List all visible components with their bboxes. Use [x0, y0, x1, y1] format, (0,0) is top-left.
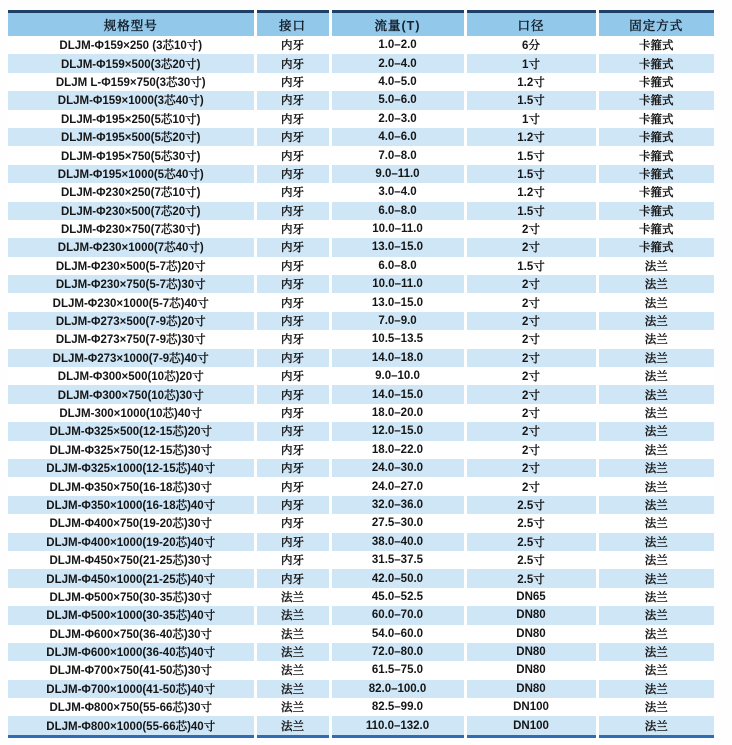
cell-flow: 18.0–22.0 — [330, 441, 465, 459]
table-row — [8, 606, 714, 624]
cell-mounting: 卡箍式 — [597, 54, 714, 72]
cell-caliber: 2寸 — [465, 441, 597, 459]
cell-caliber: 1.5寸 — [465, 146, 597, 164]
cell-mounting: 卡箍式 — [597, 146, 714, 164]
table-row — [8, 680, 714, 698]
cell-caliber: DN65 — [465, 588, 597, 606]
cell-model: DLJM-Φ273×1000(7-9芯)40寸 — [8, 349, 255, 367]
cell-caliber: 2.5寸 — [465, 569, 597, 587]
table-row — [8, 477, 714, 495]
table-row — [8, 257, 714, 275]
cell-mounting: 卡箍式 — [597, 183, 714, 201]
cell-model: DLJM-Φ230×250(7芯10寸) — [8, 183, 255, 201]
cell-mounting: 法兰 — [597, 514, 714, 532]
cell-model: DLJM-Φ230×1000(7芯40寸) — [8, 238, 255, 256]
cell-caliber: 2.5寸 — [465, 496, 597, 514]
cell-caliber: 2寸 — [465, 220, 597, 238]
cell-caliber: 2寸 — [465, 330, 597, 348]
table-row — [8, 569, 714, 587]
cell-interface: 法兰 — [255, 716, 330, 736]
cell-interface: 内牙 — [255, 349, 330, 367]
cell-model: DLJM-Φ500×750(30-35芯)30寸 — [8, 588, 255, 606]
table-row — [8, 91, 714, 109]
cell-caliber: 1.2寸 — [465, 128, 597, 146]
cell-caliber: DN80 — [465, 680, 597, 698]
cell-caliber: 2寸 — [465, 477, 597, 495]
table-row — [8, 625, 714, 643]
cell-interface: 法兰 — [255, 643, 330, 661]
cell-flow: 6.0–8.0 — [330, 257, 465, 275]
table-row — [8, 165, 714, 183]
cell-flow: 4.0–6.0 — [330, 128, 465, 146]
cell-flow: 7.0–8.0 — [330, 146, 465, 164]
cell-interface: 内牙 — [255, 183, 330, 201]
cell-interface: 内牙 — [255, 385, 330, 403]
cell-interface: 内牙 — [255, 477, 330, 495]
cell-mounting: 卡箍式 — [597, 128, 714, 146]
cell-interface: 法兰 — [255, 588, 330, 606]
table-row — [8, 551, 714, 569]
cell-interface: 内牙 — [255, 514, 330, 532]
cell-model: DLJM-Φ230×500(7芯20寸) — [8, 202, 255, 220]
cell-flow: 14.0–15.0 — [330, 385, 465, 403]
cell-caliber: 1寸 — [465, 54, 597, 72]
cell-mounting: 法兰 — [597, 533, 714, 551]
cell-interface: 内牙 — [255, 496, 330, 514]
cell-caliber: 2寸 — [465, 238, 597, 256]
table-row — [8, 54, 714, 72]
cell-caliber: 2寸 — [465, 312, 597, 330]
cell-caliber: 1.5寸 — [465, 91, 597, 109]
cell-model: DLJM-Φ300×750(10芯)30寸 — [8, 385, 255, 403]
cell-model: DLJM-Φ700×1000(41-50芯)40寸 — [8, 680, 255, 698]
cell-mounting: 法兰 — [597, 496, 714, 514]
cell-caliber: 2.5寸 — [465, 533, 597, 551]
cell-interface: 内牙 — [255, 36, 330, 54]
cell-caliber: 1.5寸 — [465, 202, 597, 220]
cell-caliber: 2寸 — [465, 293, 597, 311]
cell-flow: 13.0–15.0 — [330, 293, 465, 311]
cell-model: DLJM-Φ195×1000(5芯40寸) — [8, 165, 255, 183]
cell-caliber: 2.5寸 — [465, 551, 597, 569]
cell-model: DLJM-Φ800×750(55-66芯)30寸 — [8, 698, 255, 716]
cell-caliber: DN80 — [465, 643, 597, 661]
cell-flow: 110.0–132.0 — [330, 716, 465, 736]
cell-flow: 14.0–18.0 — [330, 349, 465, 367]
cell-flow: 27.5–30.0 — [330, 514, 465, 532]
cell-mounting: 卡箍式 — [597, 165, 714, 183]
cell-caliber: 2寸 — [465, 349, 597, 367]
cell-flow: 10.0–11.0 — [330, 220, 465, 238]
cell-interface: 法兰 — [255, 680, 330, 698]
cell-flow: 10.5–13.5 — [330, 330, 465, 348]
cell-interface: 内牙 — [255, 312, 330, 330]
cell-model: DLJM-Φ159×500(3芯20寸) — [8, 54, 255, 72]
cell-model: DLJM-Φ400×1000(19-20芯)40寸 — [8, 533, 255, 551]
cell-interface: 内牙 — [255, 404, 330, 422]
cell-model: DLJM-Φ325×750(12-15芯)30寸 — [8, 441, 255, 459]
cell-model: DLJM-Φ195×250(5芯10寸) — [8, 110, 255, 128]
cell-flow: 60.0–70.0 — [330, 606, 465, 624]
cell-mounting: 法兰 — [597, 275, 714, 293]
table-row — [8, 716, 714, 736]
cell-mounting: 卡箍式 — [597, 110, 714, 128]
cell-flow: 18.0–20.0 — [330, 404, 465, 422]
cell-caliber: 2寸 — [465, 404, 597, 422]
cell-model: DLJM-Φ600×750(36-40芯)30寸 — [8, 625, 255, 643]
table-row — [8, 293, 714, 311]
header-cell-caliber: 口径 — [465, 12, 597, 37]
cell-mounting: 卡箍式 — [597, 202, 714, 220]
cell-caliber: 2寸 — [465, 422, 597, 440]
cell-model: DLJM-Φ450×750(21-25芯)30寸 — [8, 551, 255, 569]
cell-interface: 内牙 — [255, 441, 330, 459]
cell-flow: 42.0–50.0 — [330, 569, 465, 587]
cell-mounting: 卡箍式 — [597, 220, 714, 238]
cell-mounting: 法兰 — [597, 477, 714, 495]
table-row — [8, 36, 714, 54]
cell-model: DLJM-Φ325×1000(12-15芯)40寸 — [8, 459, 255, 477]
cell-model: DLJM-Φ400×750(19-20芯)30寸 — [8, 514, 255, 532]
cell-mounting: 法兰 — [597, 385, 714, 403]
table-row — [8, 73, 714, 91]
cell-interface: 法兰 — [255, 625, 330, 643]
cell-model: DLJM-300×1000(10芯)40寸 — [8, 404, 255, 422]
cell-interface: 内牙 — [255, 165, 330, 183]
cell-mounting: 法兰 — [597, 422, 714, 440]
cell-flow: 10.0–11.0 — [330, 275, 465, 293]
cell-interface: 内牙 — [255, 73, 330, 91]
cell-model: DLJM-Φ800×1000(55-66芯)40寸 — [8, 716, 255, 736]
cell-mounting: 法兰 — [597, 441, 714, 459]
cell-flow: 72.0–80.0 — [330, 643, 465, 661]
cell-caliber: DN100 — [465, 716, 597, 736]
cell-mounting: 法兰 — [597, 257, 714, 275]
header-cell-mounting: 固定方式 — [597, 12, 714, 37]
cell-mounting: 卡箍式 — [597, 238, 714, 256]
table-body — [8, 36, 714, 736]
cell-model: DLJM-Φ195×750(5芯30寸) — [8, 146, 255, 164]
cell-model: DLJM-Φ159×250 (3芯10寸) — [8, 36, 255, 54]
cell-model: DLJM-Φ500×1000(30-35芯)40寸 — [8, 606, 255, 624]
table-row — [8, 349, 714, 367]
cell-interface: 法兰 — [255, 661, 330, 679]
cell-mounting: 法兰 — [597, 551, 714, 569]
cell-model: DLJM-Φ273×500(7-9芯)20寸 — [8, 312, 255, 330]
cell-caliber: 2寸 — [465, 385, 597, 403]
cell-flow: 9.0–11.0 — [330, 165, 465, 183]
cell-flow: 24.0–27.0 — [330, 477, 465, 495]
cell-mounting: 法兰 — [597, 312, 714, 330]
cell-caliber: 2寸 — [465, 459, 597, 477]
cell-flow: 31.5–37.5 — [330, 551, 465, 569]
cell-flow: 61.5–75.0 — [330, 661, 465, 679]
table-row — [8, 330, 714, 348]
cell-caliber: 6分 — [465, 36, 597, 54]
table-row — [8, 238, 714, 256]
cell-caliber: DN100 — [465, 698, 597, 716]
cell-caliber: 1.5寸 — [465, 165, 597, 183]
cell-interface: 内牙 — [255, 91, 330, 109]
cell-caliber: 1.2寸 — [465, 73, 597, 91]
cell-model: DLJM-Φ230×500(5-7芯)20寸 — [8, 257, 255, 275]
cell-interface: 内牙 — [255, 54, 330, 72]
table-row — [8, 220, 714, 238]
cell-mounting: 法兰 — [597, 625, 714, 643]
cell-flow: 4.0–5.0 — [330, 73, 465, 91]
cell-flow: 13.0–15.0 — [330, 238, 465, 256]
cell-flow: 2.0–4.0 — [330, 54, 465, 72]
cell-mounting: 法兰 — [597, 330, 714, 348]
cell-interface: 内牙 — [255, 220, 330, 238]
table-row — [8, 533, 714, 551]
cell-mounting: 法兰 — [597, 569, 714, 587]
cell-mounting: 法兰 — [597, 680, 714, 698]
cell-mounting: 法兰 — [597, 459, 714, 477]
header-cell-model: 规格型号 — [8, 12, 255, 37]
cell-caliber: DN80 — [465, 606, 597, 624]
cell-flow: 24.0–30.0 — [330, 459, 465, 477]
table-row — [8, 128, 714, 146]
cell-flow: 7.0–9.0 — [330, 312, 465, 330]
table-row — [8, 110, 714, 128]
cell-model: DLJM-Φ700×750(41-50芯)30寸 — [8, 661, 255, 679]
cell-flow: 5.0–6.0 — [330, 91, 465, 109]
cell-model: DLJM L-Φ159×750(3芯30寸) — [8, 73, 255, 91]
cell-model: DLJM-Φ325×500(12-15芯)20寸 — [8, 422, 255, 440]
cell-interface: 内牙 — [255, 293, 330, 311]
cell-mounting: 法兰 — [597, 698, 714, 716]
table-row — [8, 385, 714, 403]
table-row — [8, 496, 714, 514]
cell-mounting: 法兰 — [597, 404, 714, 422]
cell-caliber: 1寸 — [465, 110, 597, 128]
cell-interface: 内牙 — [255, 459, 330, 477]
cell-model: DLJM-Φ230×750(7芯30寸) — [8, 220, 255, 238]
cell-model: DLJM-Φ450×1000(21-25芯)40寸 — [8, 569, 255, 587]
cell-mounting: 法兰 — [597, 716, 714, 736]
cell-flow: 38.0–40.0 — [330, 533, 465, 551]
cell-caliber: 2.5寸 — [465, 514, 597, 532]
cell-model: DLJM-Φ273×750(7-9芯)30寸 — [8, 330, 255, 348]
table-row — [8, 514, 714, 532]
cell-caliber: 1.5寸 — [465, 257, 597, 275]
cell-mounting: 法兰 — [597, 293, 714, 311]
cell-flow: 54.0–60.0 — [330, 625, 465, 643]
table-row — [8, 183, 714, 201]
cell-mounting: 法兰 — [597, 349, 714, 367]
cell-interface: 内牙 — [255, 551, 330, 569]
cell-model: DLJM-Φ159×1000(3芯40寸) — [8, 91, 255, 109]
table-row — [8, 698, 714, 716]
cell-caliber: DN80 — [465, 625, 597, 643]
cell-model: DLJM-Φ600×1000(36-40芯)40寸 — [8, 643, 255, 661]
table-row — [8, 661, 714, 679]
cell-flow: 3.0–4.0 — [330, 183, 465, 201]
cell-flow: 9.0–10.0 — [330, 367, 465, 385]
cell-interface: 内牙 — [255, 569, 330, 587]
cell-mounting: 卡箍式 — [597, 91, 714, 109]
cell-interface: 内牙 — [255, 238, 330, 256]
table-row — [8, 441, 714, 459]
cell-flow: 82.5–99.0 — [330, 698, 465, 716]
table-row — [8, 275, 714, 293]
table-row — [8, 588, 714, 606]
cell-mounting: 法兰 — [597, 661, 714, 679]
cell-caliber: 2寸 — [465, 367, 597, 385]
cell-caliber: 2寸 — [465, 275, 597, 293]
cell-flow: 1.0–2.0 — [330, 36, 465, 54]
table-row — [8, 459, 714, 477]
table-header — [8, 12, 714, 37]
cell-caliber: 1.2寸 — [465, 183, 597, 201]
cell-model: DLJM-Φ300×500(10芯)20寸 — [8, 367, 255, 385]
cell-interface: 法兰 — [255, 698, 330, 716]
table-row — [8, 404, 714, 422]
header-cell-flow: 流量(T) — [330, 12, 465, 37]
spec-table — [8, 10, 714, 738]
cell-caliber: DN80 — [465, 661, 597, 679]
cell-mounting: 法兰 — [597, 588, 714, 606]
header-cell-interface: 接口 — [255, 12, 330, 37]
cell-flow: 6.0–8.0 — [330, 202, 465, 220]
cell-interface: 法兰 — [255, 606, 330, 624]
cell-model: DLJM-Φ350×750(16-18芯)30寸 — [8, 477, 255, 495]
cell-interface: 内牙 — [255, 146, 330, 164]
header-row — [8, 12, 714, 37]
cell-interface: 内牙 — [255, 533, 330, 551]
table-row — [8, 202, 714, 220]
table-row — [8, 422, 714, 440]
cell-interface: 内牙 — [255, 128, 330, 146]
cell-interface: 内牙 — [255, 330, 330, 348]
cell-mounting: 法兰 — [597, 367, 714, 385]
spec-table-container — [8, 10, 714, 738]
table-row — [8, 312, 714, 330]
table-row — [8, 643, 714, 661]
cell-interface: 内牙 — [255, 202, 330, 220]
cell-flow: 82.0–100.0 — [330, 680, 465, 698]
cell-interface: 内牙 — [255, 110, 330, 128]
cell-flow: 12.0–15.0 — [330, 422, 465, 440]
cell-flow: 2.0–3.0 — [330, 110, 465, 128]
cell-interface: 内牙 — [255, 275, 330, 293]
cell-flow: 45.0–52.5 — [330, 588, 465, 606]
cell-mounting: 法兰 — [597, 606, 714, 624]
cell-flow: 32.0–36.0 — [330, 496, 465, 514]
table-row — [8, 146, 714, 164]
cell-interface: 内牙 — [255, 367, 330, 385]
cell-interface: 内牙 — [255, 422, 330, 440]
cell-mounting: 卡箍式 — [597, 36, 714, 54]
cell-model: DLJM-Φ350×1000(16-18芯)40寸 — [8, 496, 255, 514]
cell-interface: 内牙 — [255, 257, 330, 275]
cell-model: DLJM-Φ230×750(5-7芯)30寸 — [8, 275, 255, 293]
cell-mounting: 法兰 — [597, 643, 714, 661]
cell-model: DLJM-Φ195×500(5芯20寸) — [8, 128, 255, 146]
cell-model: DLJM-Φ230×1000(5-7芯)40寸 — [8, 293, 255, 311]
table-row — [8, 367, 714, 385]
cell-mounting: 卡箍式 — [597, 73, 714, 91]
